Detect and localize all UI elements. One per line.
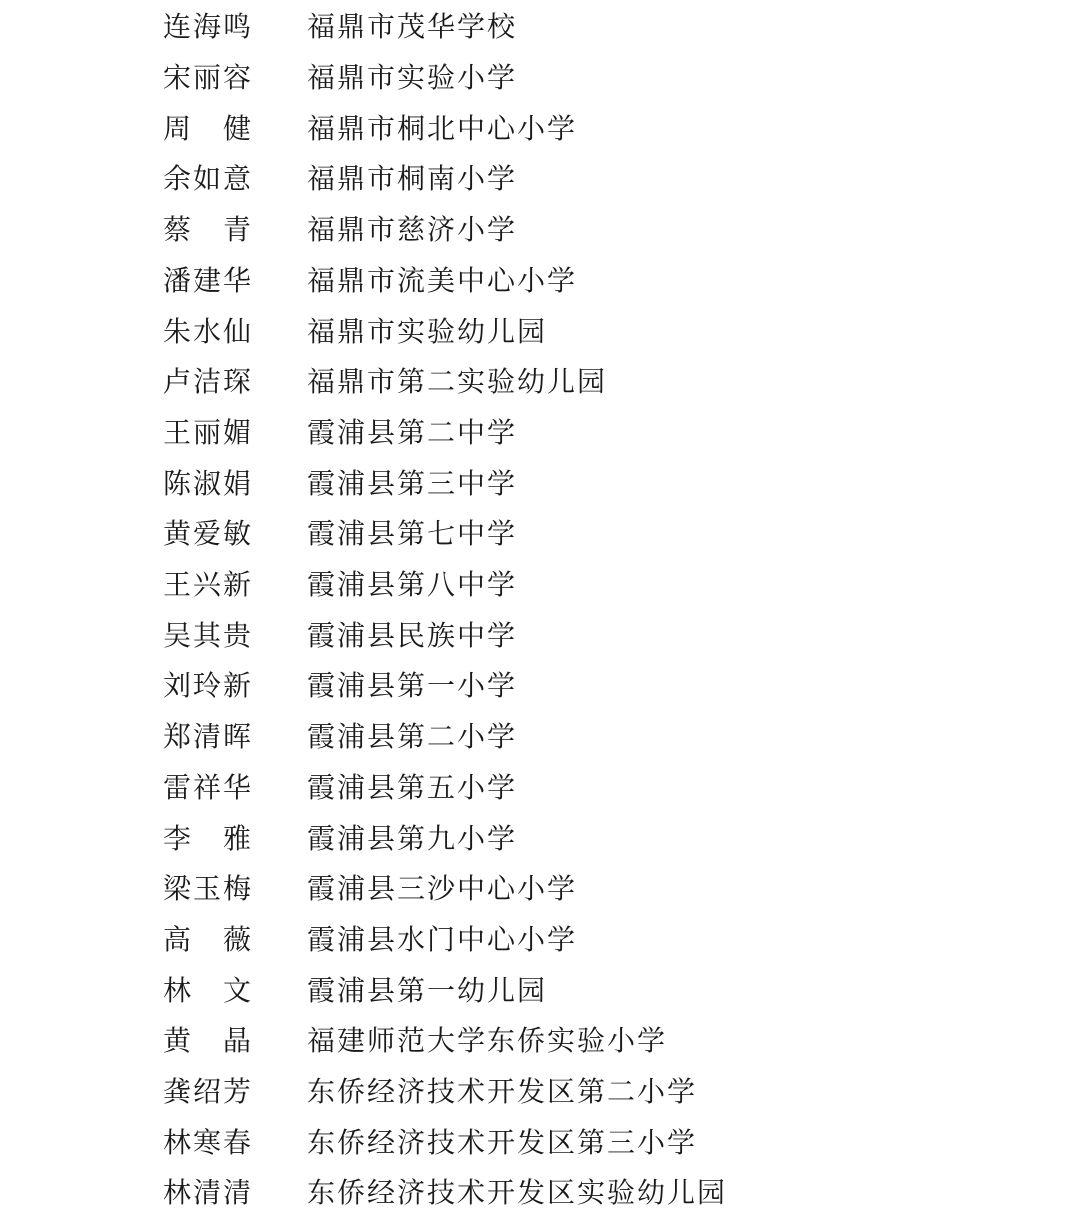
list-item [0, 406, 1080, 457]
list-item [0, 659, 1080, 710]
person-name: 龚绍芳 [163, 1075, 254, 1109]
school-name: 福鼎市慈济小学 [307, 213, 518, 247]
list-item [0, 304, 1080, 355]
person-name: 卢洁琛 [163, 365, 254, 399]
person-name: 周 健 [163, 111, 254, 145]
list-item [0, 507, 1080, 558]
list-item [0, 558, 1080, 609]
school-name: 霞浦县第二小学 [307, 720, 518, 754]
person-name: 陈淑娟 [163, 466, 254, 500]
list-item [0, 51, 1080, 102]
person-name: 蔡 青 [163, 213, 254, 247]
list-item [0, 862, 1080, 913]
list-item [0, 203, 1080, 254]
school-name: 霞浦县第五小学 [307, 770, 518, 804]
list-item [0, 1014, 1080, 1065]
school-name: 福鼎市实验小学 [307, 61, 518, 95]
person-name: 梁玉梅 [163, 872, 254, 906]
list-item [0, 761, 1080, 812]
list-item [0, 1065, 1080, 1116]
school-name: 霞浦县民族中学 [307, 618, 518, 652]
list-item [0, 456, 1080, 507]
person-name: 李 雅 [163, 821, 254, 855]
person-name: 刘玲新 [163, 669, 254, 703]
school-name: 霞浦县第一小学 [307, 669, 518, 703]
school-name: 霞浦县第三中学 [307, 466, 518, 500]
list-item [0, 101, 1080, 152]
school-name: 霞浦县水门中心小学 [307, 922, 578, 956]
person-name: 朱水仙 [163, 314, 254, 348]
list-item [0, 963, 1080, 1014]
school-name: 福鼎市第二实验幼儿园 [307, 365, 608, 399]
school-name: 福鼎市实验幼儿园 [307, 314, 548, 348]
list-item [0, 811, 1080, 862]
school-name: 福鼎市桐南小学 [307, 162, 518, 196]
list-item [0, 1166, 1080, 1217]
list-item [0, 254, 1080, 305]
person-name: 黄爱敏 [163, 517, 254, 551]
school-name: 霞浦县第九小学 [307, 821, 518, 855]
person-name: 林 文 [163, 973, 254, 1007]
school-name: 霞浦县第七中学 [307, 517, 518, 551]
list-item [0, 913, 1080, 964]
school-name: 福建师范大学东侨实验小学 [307, 1024, 668, 1058]
person-name: 林清清 [163, 1176, 254, 1210]
person-name: 雷祥华 [163, 770, 254, 804]
list-item [0, 710, 1080, 761]
person-name: 高 薇 [163, 922, 254, 956]
person-name: 黄 晶 [163, 1024, 254, 1058]
list-item [0, 152, 1080, 203]
person-name: 王丽媚 [163, 415, 254, 449]
school-name: 霞浦县第八中学 [307, 568, 518, 602]
school-name: 福鼎市流美中心小学 [307, 263, 578, 297]
school-name: 东侨经济技术开发区第二小学 [307, 1075, 698, 1109]
school-name: 东侨经济技术开发区实验幼儿园 [307, 1176, 728, 1210]
school-name: 霞浦县第一幼儿园 [307, 973, 548, 1007]
school-name: 霞浦县第二中学 [307, 415, 518, 449]
person-name: 潘建华 [163, 263, 254, 297]
person-name: 连海鸣 [163, 10, 254, 44]
school-name: 霞浦县三沙中心小学 [307, 872, 578, 906]
list-item [0, 0, 1080, 51]
person-name: 王兴新 [163, 568, 254, 602]
person-name: 吴其贵 [163, 618, 254, 652]
school-name: 东侨经济技术开发区第三小学 [307, 1125, 698, 1159]
person-name: 郑清晖 [163, 720, 254, 754]
person-name: 宋丽容 [163, 61, 254, 95]
person-name: 余如意 [163, 162, 254, 196]
person-name: 林寒春 [163, 1125, 254, 1159]
list-item [0, 355, 1080, 406]
school-name: 福鼎市茂华学校 [307, 10, 518, 44]
list-item [0, 1115, 1080, 1166]
list-item [0, 608, 1080, 659]
school-name: 福鼎市桐北中心小学 [307, 111, 578, 145]
